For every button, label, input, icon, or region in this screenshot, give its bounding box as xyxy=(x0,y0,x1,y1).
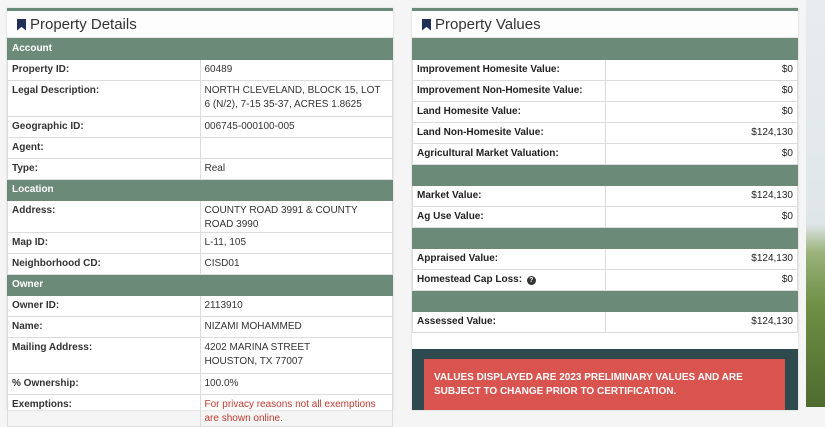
mailing-address-label: Mailing Address: xyxy=(8,338,201,374)
land-non-homesite-value: $124,130 xyxy=(605,123,798,144)
table-row xyxy=(413,81,798,102)
table-row xyxy=(413,186,798,207)
improvement-non-homesite-label: Improvement Non-Homesite Value: xyxy=(413,81,606,102)
table-row xyxy=(413,249,798,270)
table-row xyxy=(8,296,393,317)
table-row xyxy=(8,117,393,138)
mailing-address-value: 4202 MARINA STREET HOUSTON, TX 77007 xyxy=(200,338,393,374)
table-row xyxy=(8,317,393,338)
section-divider xyxy=(413,39,798,60)
ownership-value: 100.0% xyxy=(200,374,393,395)
ag-market-valuation-label: Agricultural Market Valuation: xyxy=(413,144,606,165)
neighborhood-cd-label: Neighborhood CD: xyxy=(8,254,201,275)
geographic-id-value: 006745-000100-005 xyxy=(200,117,393,138)
property-values-table xyxy=(412,38,798,333)
homestead-cap-loss-label: Homestead Cap Loss: xyxy=(417,274,523,285)
exemptions-value: For privacy reasons not all exemptions are shown online. xyxy=(200,395,393,427)
property-id-value: 60489 xyxy=(200,60,393,81)
section-divider xyxy=(413,165,798,186)
section-divider xyxy=(413,291,798,312)
agent-label: Agent: xyxy=(8,138,201,159)
neighborhood-cd-value: CISD01 xyxy=(200,254,393,275)
agent-value xyxy=(200,138,393,159)
ag-market-valuation-value: $0 xyxy=(605,144,798,165)
name-label: Name: xyxy=(8,317,201,338)
table-row xyxy=(8,374,393,395)
land-homesite-label: Land Homesite Value: xyxy=(413,102,606,123)
name-value: NIZAMI MOHAMMED xyxy=(200,317,393,338)
owner-id-value: 2113910 xyxy=(200,296,393,317)
table-row xyxy=(413,312,798,333)
bookmark-icon xyxy=(17,19,26,31)
improvement-homesite-label: Improvement Homesite Value: xyxy=(413,60,606,81)
land-non-homesite-label: Land Non-Homesite Value: xyxy=(413,123,606,144)
exemptions-label: Exemptions: xyxy=(8,395,201,427)
table-row xyxy=(8,81,393,117)
ag-use-value-label: Ag Use Value: xyxy=(413,207,606,228)
table-row xyxy=(8,159,393,180)
map-id-label: Map ID: xyxy=(8,233,201,254)
table-row xyxy=(413,144,798,165)
assessed-value-label: Assessed Value: xyxy=(413,312,606,333)
type-value: Real xyxy=(200,159,393,180)
improvement-homesite-value: $0 xyxy=(605,60,798,81)
table-row xyxy=(413,60,798,81)
section-location: Location xyxy=(8,180,393,201)
table-row xyxy=(413,270,798,291)
table-row xyxy=(8,338,393,374)
land-homesite-value: $0 xyxy=(605,102,798,123)
legal-description-value: NORTH CLEVELAND, BLOCK 15, LOT 6 (N/2), 7-15 35-37, ACRES 1.8625 xyxy=(200,81,393,117)
section-account: Account xyxy=(8,39,393,60)
market-value-value: $124,130 xyxy=(605,186,798,207)
table-row xyxy=(413,102,798,123)
preliminary-values-notice: VALUES DISPLAYED ARE 2023 PRELIMINARY VALUES AND ARE SUBJECT TO CHANGE PRIOR TO CERTIFICATION. xyxy=(424,359,785,410)
bookmark-icon xyxy=(422,19,431,31)
property-values-title: Property Values xyxy=(435,15,541,33)
section-divider xyxy=(413,228,798,249)
property-values-header xyxy=(412,11,798,38)
improvement-non-homesite-value: $0 xyxy=(605,81,798,102)
property-values-panel xyxy=(412,8,798,410)
table-row xyxy=(8,201,393,233)
appraised-value-label: Appraised Value: xyxy=(413,249,606,270)
ownership-label: % Ownership: xyxy=(8,374,201,395)
notice-container xyxy=(412,349,798,410)
homestead-cap-loss-value: $0 xyxy=(605,270,798,291)
assessed-value-value: $124,130 xyxy=(605,312,798,333)
address-value: COUNTY ROAD 3991 & COUNTY ROAD 3990 xyxy=(200,201,393,233)
property-id-label: Property ID: xyxy=(8,60,201,81)
legal-description-label: Legal Description: xyxy=(8,81,201,117)
table-row xyxy=(8,395,393,427)
table-row xyxy=(8,138,393,159)
section-owner: Owner xyxy=(8,275,393,296)
property-details-table xyxy=(7,38,393,427)
homestead-cap-loss-cell xyxy=(413,270,606,291)
table-row xyxy=(8,60,393,81)
property-details-panel xyxy=(7,8,393,424)
table-row xyxy=(8,254,393,275)
owner-id-label: Owner ID: xyxy=(8,296,201,317)
address-label: Address: xyxy=(8,201,201,233)
help-icon[interactable]: ? xyxy=(527,276,536,285)
ag-use-value-value: $0 xyxy=(605,207,798,228)
property-details-header xyxy=(7,11,393,38)
appraised-value-value: $124,130 xyxy=(605,249,798,270)
table-row xyxy=(413,123,798,144)
map-id-value: L-11, 105 xyxy=(200,233,393,254)
background-photo xyxy=(806,0,825,407)
market-value-label: Market Value: xyxy=(413,186,606,207)
table-row xyxy=(8,233,393,254)
type-label: Type: xyxy=(8,159,201,180)
property-details-title: Property Details xyxy=(30,15,137,33)
geographic-id-label: Geographic ID: xyxy=(8,117,201,138)
table-row xyxy=(413,207,798,228)
